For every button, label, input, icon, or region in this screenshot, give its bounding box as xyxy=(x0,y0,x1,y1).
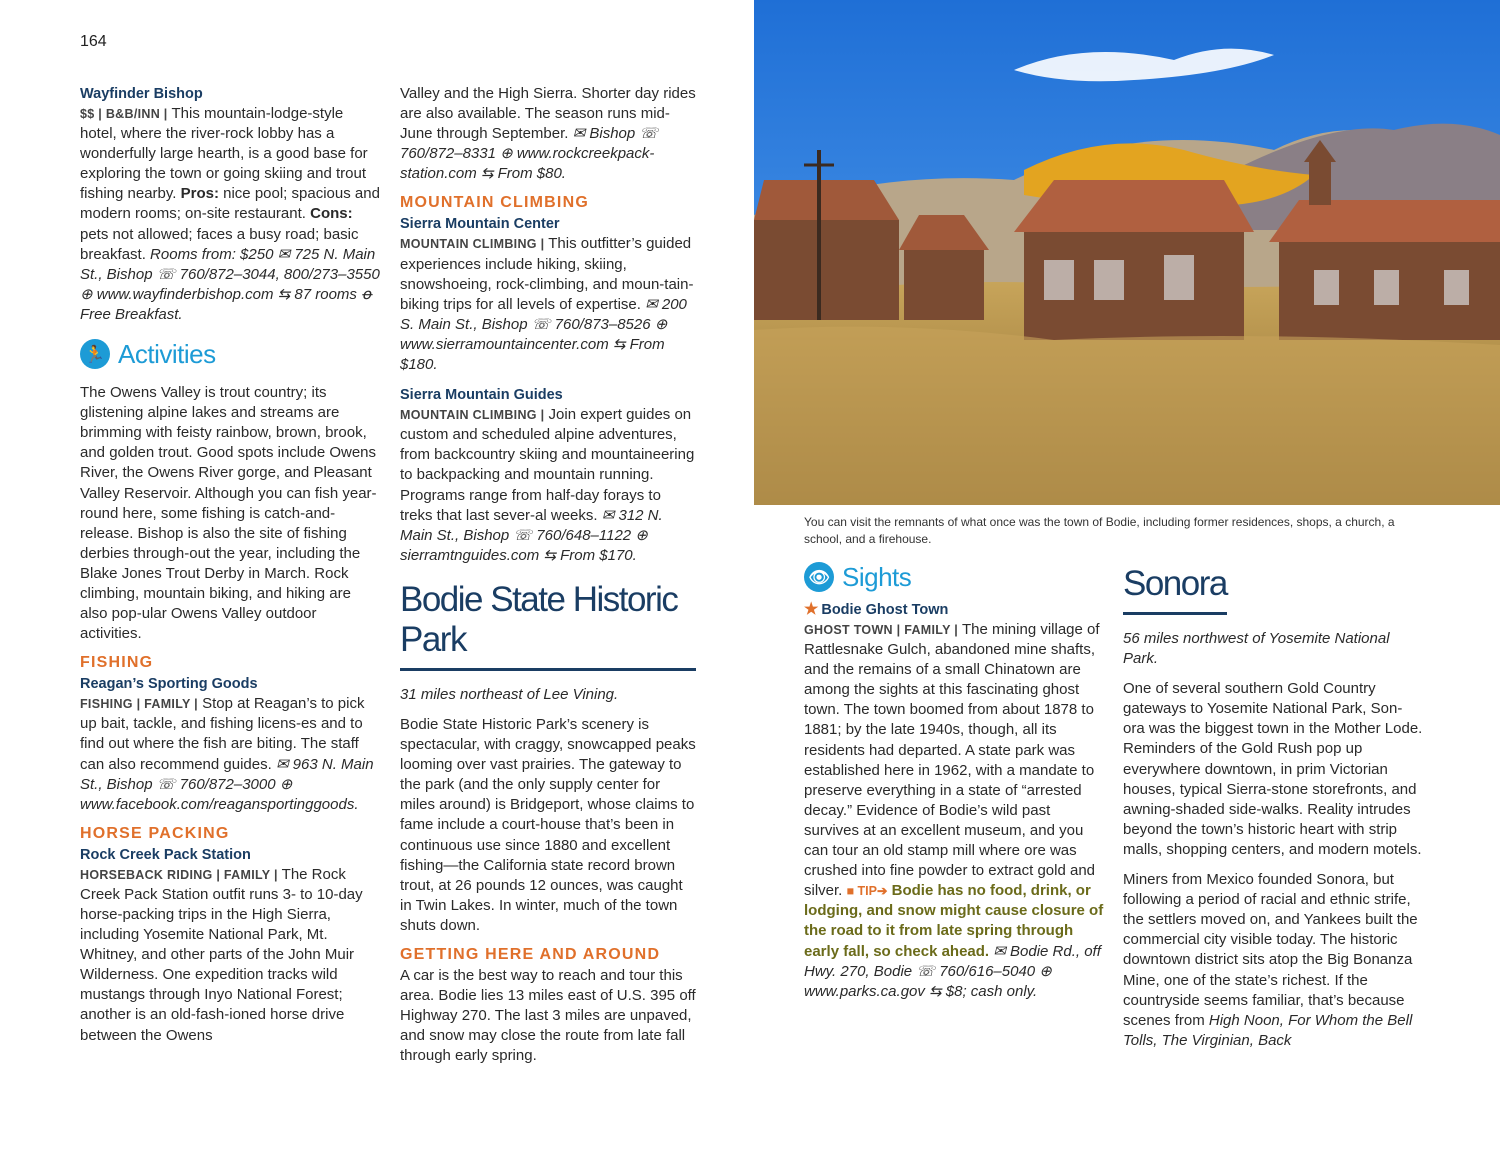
venue-name: ★ Bodie Ghost Town xyxy=(804,601,949,618)
mountain-climbing-subhead: MOUNTAIN CLIMBING xyxy=(400,194,589,212)
section-body: Miners from Mexico founded Sonora, but following a period of racial and ethnic strife, the settlers moved on, and Yankees built the commercial city visible today. The historic downtown district sits atop the Big Bonanza Mine, one of the state’s richest. If the countryside seems familiar, that’s because scenes from High Noon, For Whom the Bell Tolls, The Virginian, Back xyxy=(1123,871,1418,1049)
eye-icon: 👁 xyxy=(804,562,834,592)
venue-details: Rooms from: $250 ✉ 725 N. Main St., Bishop ☏ 760/872–3044, 800/273–3550 ⊕ www.wayfinderbishop.com ⇆ 87 rooms ꝋ Free Breakfast. xyxy=(80,245,380,323)
column-2 xyxy=(400,84,696,1066)
activities-title: Activities xyxy=(118,338,216,369)
section-title-bodie-park: Bodie State Historic Park xyxy=(400,580,696,671)
horse-packing-subhead: HORSE PACKING xyxy=(80,824,230,842)
section-body: One of several southern Gold Country gateways to Yosemite National Park, Son-ora was the biggest town in the Mother Lode. Reminders of the Gold Rush pop up everywhere downtown, in prim Victorian houses, typical Sierra-stone storefronts, and awning-shaded side-walks. Reality intrudes beyond the town’s historic heart with strip malls, shopping centers, and modern motels. xyxy=(1123,680,1423,858)
section-title-sonora: Sonora xyxy=(1123,564,1227,615)
section-intro: 56 miles northwest of Yosemite National Park. xyxy=(1123,630,1390,668)
page-number: 164 xyxy=(80,33,107,50)
venue-description: HORSEBACK RIDING | FAMILY | The Rock Creek Pack Station outfit runs 3- to 10-day horse-packing trips in the High Sierra, including Yosemite National Park, Mt. Whitney, and other parts of the John Muir Wilderness. One expedition tracks wild mustangs through Inyo National Forest; another is an old-fash-ioned horse drive between the Owens xyxy=(80,865,363,1044)
getting-here-body: A car is the best way to reach and tour this area. Bodie lies 13 miles east of U.S. 395 off Highway 270. The last 3 miles are unpaved, and snow may close the route from late fall through early spring. xyxy=(400,967,696,1065)
venue-description-continued: Valley and the High Sierra. Shorter day rides are also available. The season runs mid-June through September. ✉ Bishop ☏ 760/872–8331 ⊕ www.rockcreekpack-station.com ⇆ From $80. xyxy=(400,85,696,183)
venue-description: MOUNTAIN CLIMBING | Join expert guides on custom and scheduled alpine adventures, from backcountry skiing and mountaineering to backpacking and mountain running. Programs range from half-day forays to treks that last sever-al weeks. ✉ 312 N. Main St., Bishop ☏ 760/648–1122 ⊕ sierramtnguides.com ⇆ From $170. xyxy=(400,406,695,564)
venue-name: Sierra Mountain Guides xyxy=(400,387,563,404)
column-3 xyxy=(804,560,1104,1002)
getting-here-subhead: GETTING HERE AND AROUND xyxy=(400,946,661,963)
section-body: Bodie State Historic Park’s scenery is spectacular, with craggy, snowcapped peaks looming over vast prairies. The gateway to the park (and the only supply center for miles around) is Bridgeport, whose claims to fame include a court-house that’s been in continuous use since 1880 and excellent fishing—the California state record brown trout, at 26 pounds 12 ounces, was caught in Twin Lakes. In winter, much of the town shuts down. xyxy=(400,715,696,934)
tip-text: Bodie has no food, drink, or lodging, and snow might cause closure of the road to it from late spring through early fall, so check ahead. xyxy=(804,882,1104,960)
venue-name: Rock Creek Pack Station xyxy=(80,846,251,863)
venue-description: MOUNTAIN CLIMBING | This outfitter’s guided experiences include hiking, skiing, snowshoeing, rock-climbing, and moun-tain-biking trips for all levels of expertise. ✉ 200 S. Main St., Bishop ☏ 760/873–8526 ⊕ www.sierramountaincenter.com ⇆ From $180. xyxy=(400,235,694,374)
fishing-subhead: FISHING xyxy=(80,654,154,672)
column-4 xyxy=(1123,560,1423,1051)
column-1 xyxy=(80,84,380,1046)
activities-body: The Owens Valley is trout country; its glistening alpine lakes and streams are brimming with feisty rainbow, brown, brook, and golden trout. Good spots include Owens River, the Owens River gorge, and Pleasant Valley Reservoir. Although you can fish year-round here, some fishing is catch-and-release. Bishop is also the site of fishing derbies through-out the year, including the Blake Jones Trout Derby in March. Rock climbing, mountain biking, and hiking are also pop-ular Owens Valley outdoor activities. xyxy=(80,384,377,643)
venue-name: Sierra Mountain Center xyxy=(400,216,560,233)
bodie-ghost-town-photo xyxy=(754,0,1500,505)
venue-name: Reagan’s Sporting Goods xyxy=(80,676,258,693)
activities-icon: 🏃 xyxy=(80,339,110,369)
venue-description: GHOST TOWN | FAMILY | The mining village of Rattlesnake Gulch, abandoned mine shafts, and the remains of a small Chinatown are among the sights at this fascinating ghost town. The town boomed from about 1878 to 1881; by the late 1940s, though, all its residents had departed. A state park was established here in 1962, with a mandate to preserve everything in a state of “arrested decay.” Evidence of Bodie’s wild past survives at an excellent museum, and you can tour an old stamp mill where ore was crushed into fine powder to extract gold and silver. ■ TIP➔ Bodie has no food, drink, or lodging, and snow might cause closure of the road to it from late spring through early fall, so check ahead. ✉ Bodie Rd., off Hwy. 270, Bodie ☏ 760/616–5040 ⊕ www.parks.ca.gov ⇆ $8; cash only. xyxy=(804,621,1104,1000)
venue-description: FISHING | FAMILY | Stop at Reagan’s to pick up bait, tackle, and fishing licens-es and to find out where the fish are biting. The staff can also recommend guides. ✉ 963 N. Main St., Bishop ☏ 760/872–3000 ⊕ www.facebook.com/reagansportinggoods. xyxy=(80,695,374,813)
venue-description: $$ | B&B/INN | This mountain-lodge-style hotel, where the river-rock lobby has a wonderfully large hearth, is a good base for exploring the town or going skiing and trout fishing nearby. Pros: nice pool; spacious and modern rooms; on-site restaurant. Cons: pets not allowed; faces a busy road; basic breakfast. Rooms from: $250 ✉ 725 N. Main St., Bishop ☏ 760/872–3044, 800/273–3550 ⊕ www.wayfinderbishop.com ⇆ 87 rooms ꝋ Free Breakfast. xyxy=(80,105,380,323)
activities-heading xyxy=(80,339,380,369)
sights-heading xyxy=(804,562,1104,592)
tip-label: ■ TIP➔ xyxy=(846,884,888,899)
venue-name: Wayfinder Bishop xyxy=(80,86,203,102)
venue-meta: $$ | B&B/INN | xyxy=(80,107,168,121)
sights-title: Sights xyxy=(842,561,912,592)
listing-wayfinder-bishop xyxy=(80,84,380,325)
photo-caption: You can visit the remnants of what once was the town of Bodie, including former residences, shops, a church, a school, and a firehouse. xyxy=(804,515,1395,546)
section-intro: 31 miles northeast of Lee Vining. xyxy=(400,685,619,703)
star-icon: ★ xyxy=(804,601,819,618)
